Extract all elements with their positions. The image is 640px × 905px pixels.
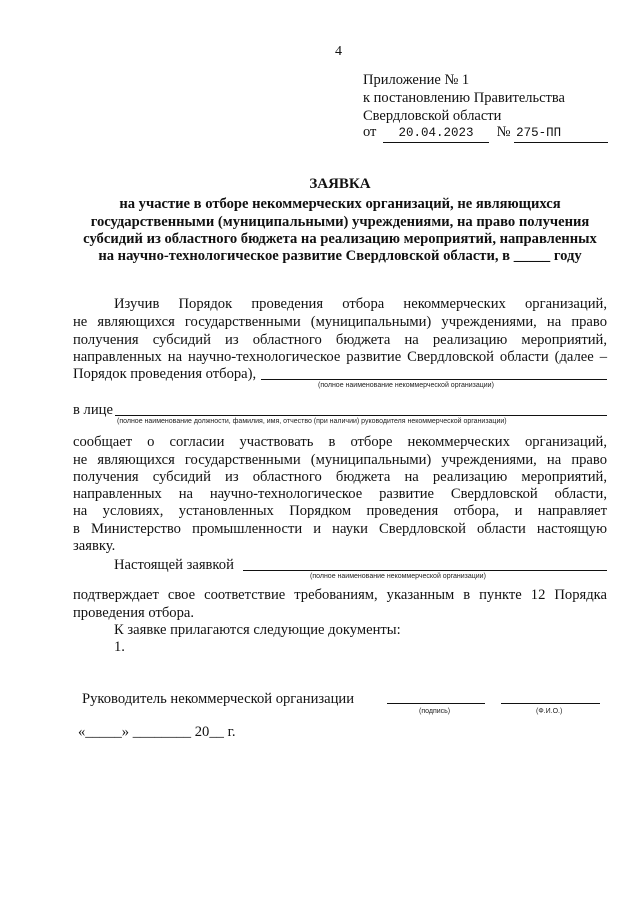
full-name-hint: (Ф.И.О.) [536,708,563,715]
date-line: «_____» ________ 20__ г. [78,724,236,740]
org-name-hint-2: (полное наименование некоммерческой организации) [310,573,486,580]
person-hint: (полное наименование должности, фамилия, имя, отчество (при наличии) руководителя некоммерческой организации) [117,418,507,425]
page-number: 4 [335,44,342,59]
docs-label: К заявке прилагаются следующие документы: [114,622,401,638]
document-title: ЗАЯВКА [309,176,371,192]
para2-line-4: направленных на научно-технологическое развитие Свердловской области, [73,486,607,502]
decree-number: 275-ПП [514,124,608,143]
para1-line-3: получения субсидий из областного бюджета на реализацию мероприятий, [73,332,607,348]
para1-line-1: Изучив Порядок проведения отбора некоммерческих организаций, [114,296,607,312]
para2-line-5: на условиях, установленных Порядком проведения отбора, и направляет [73,503,607,519]
para2-line-6: в Министерство промышленности и науки Свердловской области настоящую [73,521,607,537]
title-line-4: на научно-технологическое развитие Свердловской области, в _____ году [98,248,582,264]
para2-line-3: получения субсидий из областного бюджета на реализацию мероприятий, [73,469,607,485]
appendix-line-3: Свердловской области [363,108,502,124]
number-prefix: № [496,124,511,140]
docs-item-1: 1. [114,639,125,655]
para3-line-1: подтверждает свое соответствие требованиям, указанным в пункте 12 Порядка [73,587,607,603]
para3-label: Настоящей заявкой [114,557,234,573]
person-blank [115,415,607,416]
signature-label: Руководитель некоммерческой организации [82,691,355,707]
para2-line-7: заявку. [73,538,116,554]
para1-line-4: направленных на научно-технологическое развитие Свердловской области (далее – [73,349,607,365]
date-prefix: от [363,124,377,140]
full-name-blank [501,703,600,704]
appendix-line-2: к постановлению Правительства [363,90,565,106]
signature-blank [387,703,485,704]
org-name-blank-1 [261,379,607,380]
title-line-2: государственными (муниципальными) учреждениями, на право получения [90,214,590,230]
para2-line-1: сообщает о согласии участвовать в отборе некоммерческих организаций, [73,434,607,450]
appendix-date-line [363,123,608,143]
title-line-3: субсидий из областного бюджета на реализацию мероприятий, направленных [83,231,597,247]
person-label: в лице [73,402,113,418]
para1-line-5: Порядок проведения отбора), [73,366,257,382]
para1-line-2: не являющихся государственными (муниципальными) учреждениями, на право [73,314,607,330]
decree-date: 20.04.2023 [383,124,489,143]
para2-line-2: не являющихся государственными (муниципальными) учреждениями, на право [73,452,607,468]
para3-line-2: проведения отбора. [73,605,195,621]
appendix-line-1: Приложение № 1 [363,72,470,88]
org-name-hint-1: (полное наименование некоммерческой организации) [318,382,494,389]
title-line-1: на участие в отборе некоммерческих организаций, не являющихся [119,196,561,212]
org-name-blank-2 [243,570,607,571]
signature-hint: (подпись) [419,708,451,715]
